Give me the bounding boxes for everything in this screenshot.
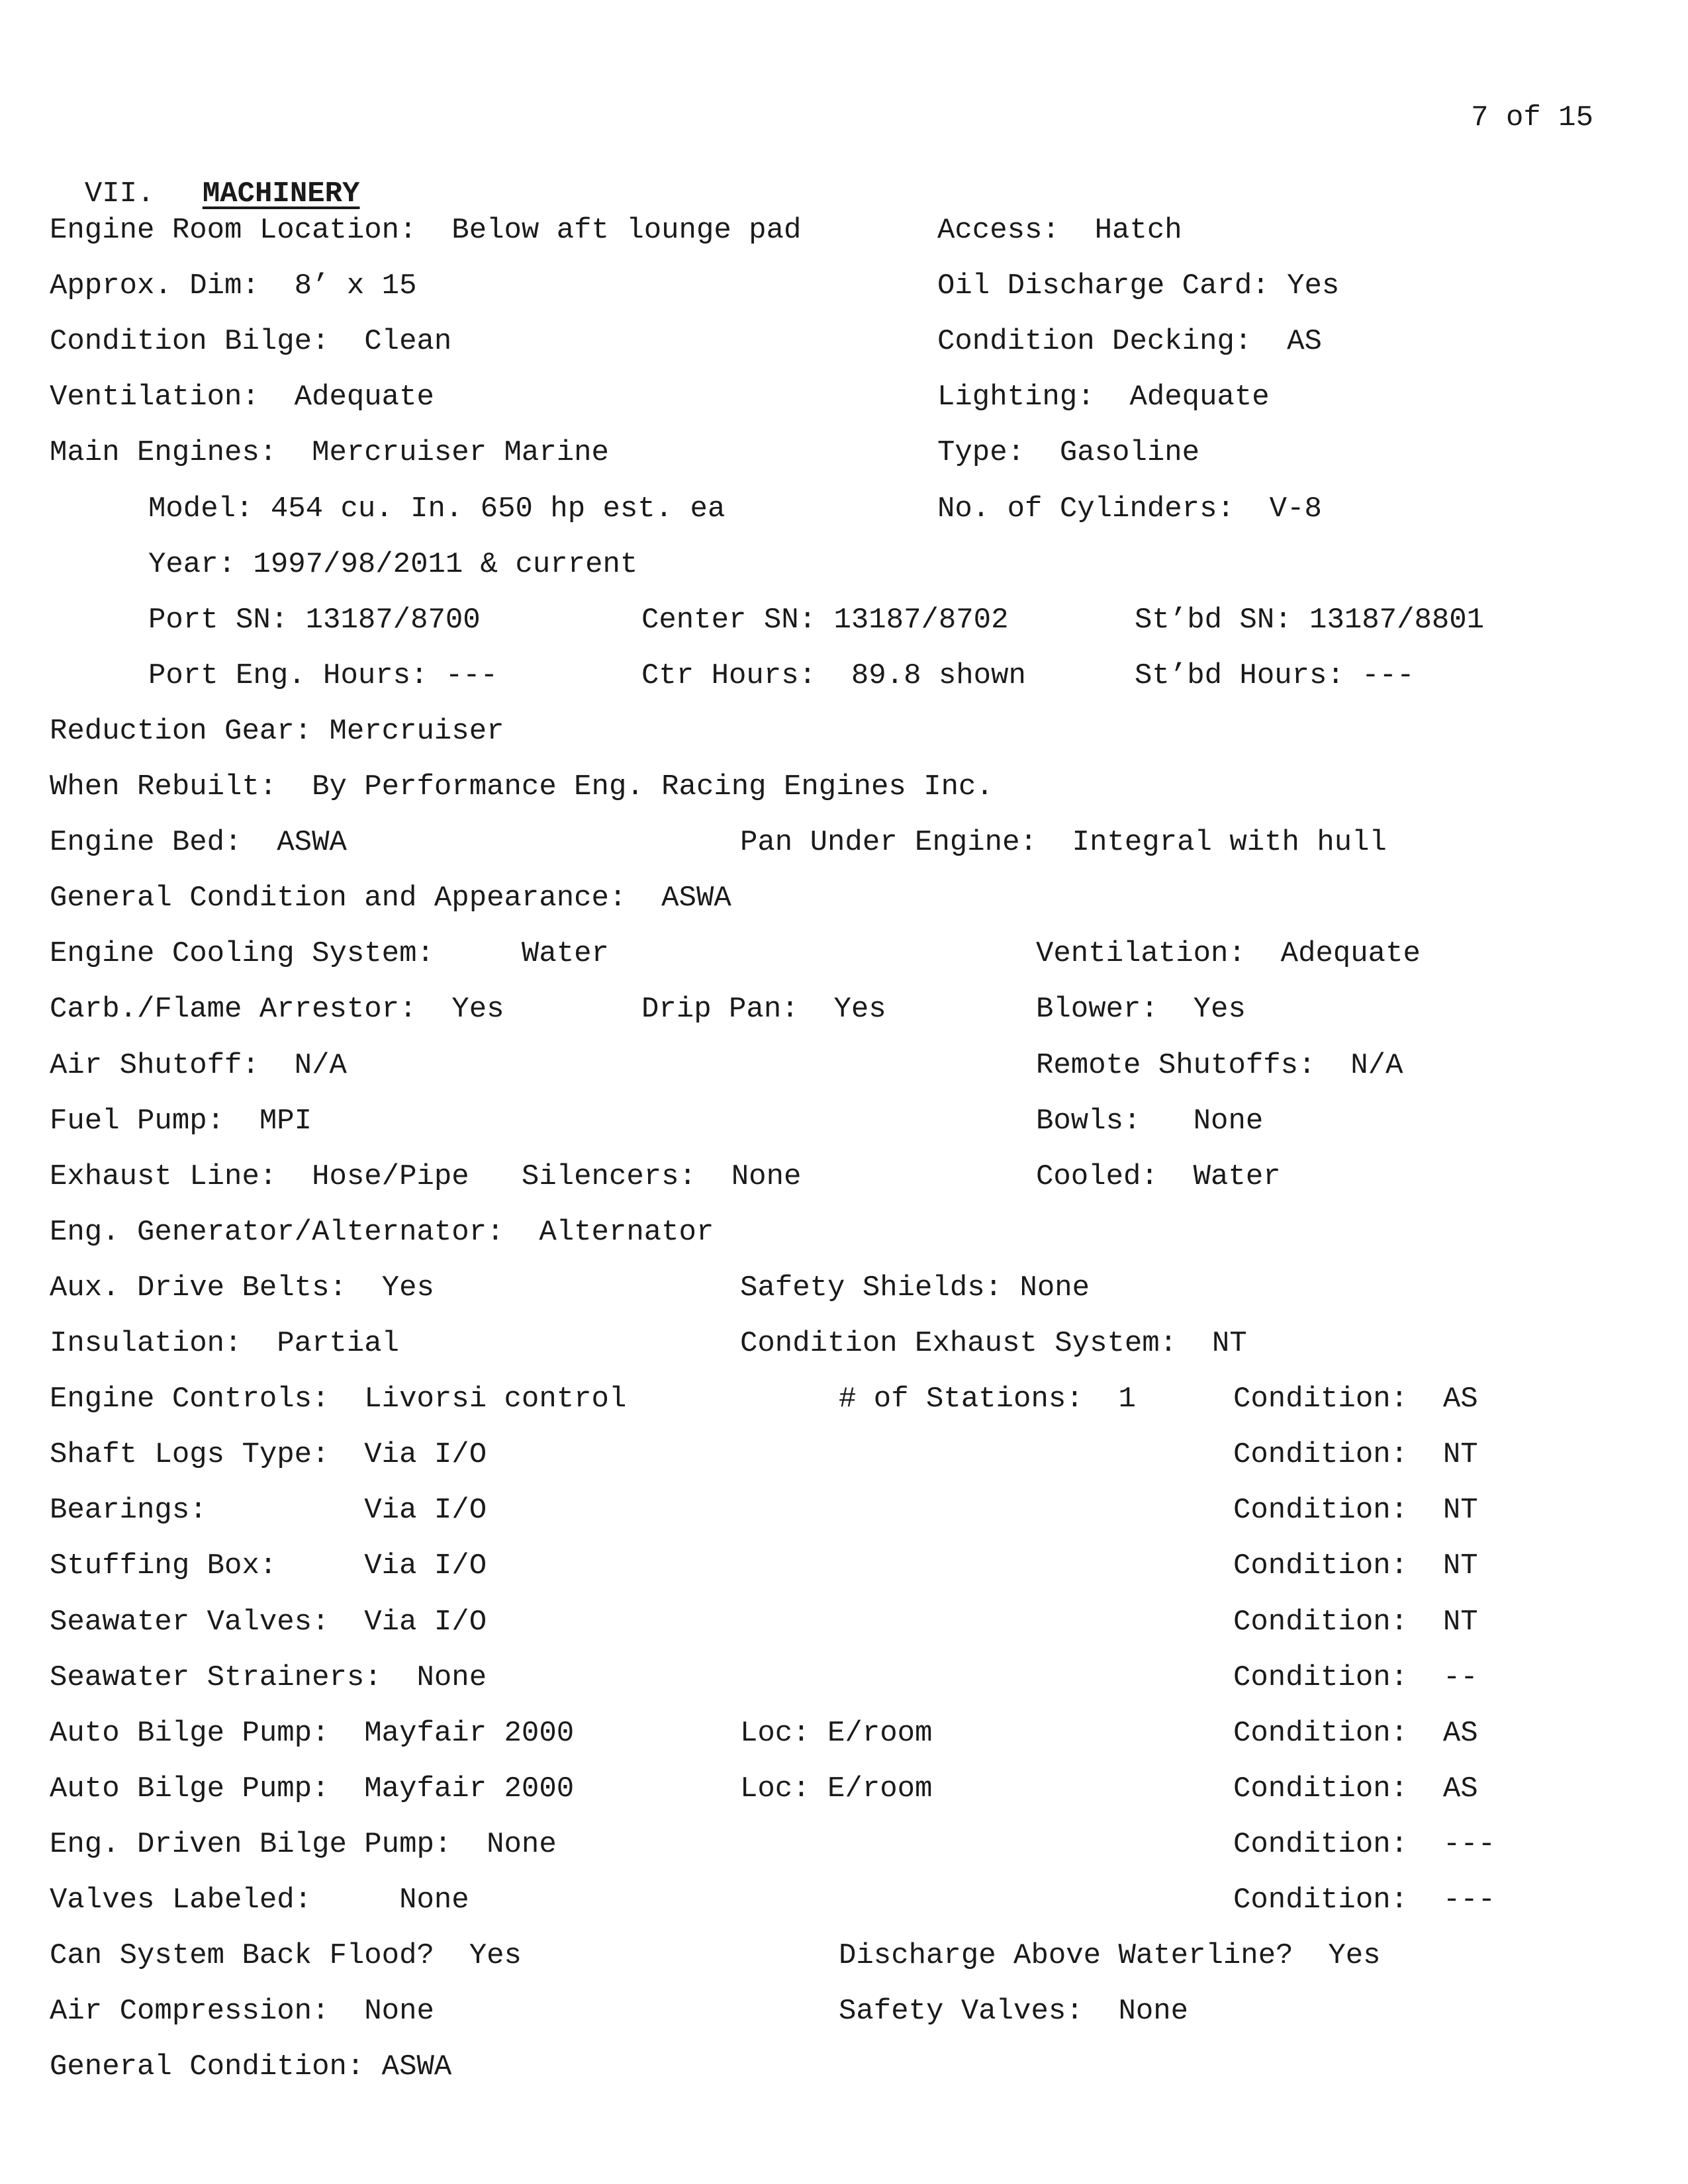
section-title: MACHINERY	[202, 177, 360, 210]
field-text: Valves Labeled: None	[50, 1884, 469, 1917]
field-text: Condition: AS	[1233, 1716, 1478, 1750]
field-text: Condition: ---	[1233, 1827, 1496, 1861]
field-row	[0, 1268, 1688, 1308]
field-row	[0, 1101, 1688, 1141]
field-row	[0, 489, 1688, 529]
field-row	[0, 1713, 1688, 1753]
field-row	[0, 711, 1688, 751]
field-row	[0, 545, 1688, 584]
field-row	[0, 767, 1688, 807]
field-text: Insulation: Partial	[50, 1327, 400, 1360]
field-text: Engine Cooling System: Water	[50, 937, 609, 971]
field-row	[0, 377, 1688, 417]
field-text: Loc: E/room	[740, 1716, 933, 1750]
field-text: When Rebuilt: By Performance Eng. Racing Engines Inc.	[50, 770, 994, 803]
field-text: Loc: E/room	[740, 1772, 933, 1805]
field-text: Shaft Logs Type: Via I/O	[50, 1438, 487, 1472]
field-text: Condition: NT	[1233, 1494, 1478, 1527]
field-text: Seawater Valves: Via I/O	[50, 1605, 487, 1639]
field-text: Cooled: Water	[1036, 1160, 1281, 1193]
field-row	[0, 1435, 1688, 1475]
field-text: Remote Shutoffs: N/A	[1036, 1048, 1403, 1082]
section-number: VII.	[84, 177, 155, 210]
field-row	[0, 1936, 1688, 1976]
field-text: Eng. Driven Bilge Pump: None	[50, 1827, 557, 1861]
field-text: Air Compression: None	[50, 1995, 434, 2028]
field-text: Ctr Hours: 89.8 shown	[641, 659, 1026, 692]
field-row	[0, 1212, 1688, 1252]
field-text: Lighting: Adequate	[937, 381, 1270, 414]
field-text: General Condition and Appearance: ASWA	[50, 882, 731, 915]
field-text: Condition: NT	[1233, 1438, 1478, 1472]
field-text: Condition: NT	[1233, 1549, 1478, 1583]
field-text: Condition: --	[1233, 1661, 1478, 1694]
field-text: Engine Room Location: Below aft lounge pad	[50, 214, 802, 247]
field-row	[0, 1602, 1688, 1642]
field-text: Year: 1997/98/2011 & current	[148, 547, 638, 581]
field-text: Condition: AS	[1233, 1383, 1478, 1416]
section-heading	[50, 134, 359, 214]
field-text: Port SN: 13187/8700	[148, 603, 481, 637]
field-text: Safety Shields: None	[740, 1271, 1090, 1304]
field-row	[0, 1379, 1688, 1419]
field-row	[0, 1991, 1688, 2031]
page-number: 7 of 15	[1471, 101, 1593, 134]
field-text: Bowls: None	[1036, 1104, 1264, 1138]
field-text: Seawater Strainers: None	[50, 1661, 487, 1694]
field-text: St’bd Hours: ---	[1135, 659, 1415, 692]
field-row	[0, 878, 1688, 918]
field-text: Ventilation: Adequate	[50, 381, 434, 414]
field-text: Port Eng. Hours: ---	[148, 659, 498, 692]
field-text: Bearings: Via I/O	[50, 1494, 487, 1527]
field-text: Safety Valves: None	[839, 1995, 1189, 2028]
field-text: Blower: Yes	[1036, 993, 1246, 1026]
field-row	[0, 1046, 1688, 1085]
field-row	[0, 656, 1688, 696]
field-text: Condition Exhaust System: NT	[740, 1327, 1247, 1360]
field-text: Can System Back Flood? Yes	[50, 1939, 522, 1973]
field-text: Ventilation: Adequate	[1036, 937, 1421, 971]
field-row	[0, 2047, 1688, 2087]
field-text: Fuel Pump: MPI	[50, 1104, 312, 1138]
field-row	[0, 989, 1688, 1029]
field-text: Main Engines: Mercruiser Marine	[50, 436, 609, 470]
field-row	[0, 823, 1688, 862]
field-text: Access: Hatch	[937, 214, 1182, 247]
field-text: Condition: ---	[1233, 1884, 1496, 1917]
field-row	[0, 433, 1688, 473]
field-text: Pan Under Engine: Integral with hull	[740, 826, 1387, 860]
field-text: General Condition: ASWA	[50, 2050, 452, 2084]
field-text: Condition Decking: AS	[937, 325, 1322, 359]
field-text: Air Shutoff: N/A	[50, 1048, 347, 1082]
field-text: Center SN: 13187/8702	[641, 603, 1009, 637]
field-text: No. of Cylinders: V-8	[937, 492, 1322, 525]
field-text: Engine Controls: Livorsi control	[50, 1383, 627, 1416]
field-text: Auto Bilge Pump: Mayfair 2000	[50, 1772, 575, 1805]
field-row	[0, 1157, 1688, 1197]
field-row	[0, 1546, 1688, 1586]
field-row	[0, 1658, 1688, 1698]
field-text: Carb./Flame Arrestor: Yes	[50, 993, 504, 1026]
field-text: Reduction Gear: Mercruiser	[50, 714, 504, 748]
field-row	[0, 1769, 1688, 1809]
field-text: Condition: AS	[1233, 1772, 1478, 1805]
field-text: Discharge Above Waterline? Yes	[839, 1939, 1381, 1973]
field-text: Model: 454 cu. In. 650 hp est. ea	[148, 492, 726, 525]
field-text: Condition Bilge: Clean	[50, 325, 452, 359]
field-row	[0, 1324, 1688, 1363]
field-row	[0, 1880, 1688, 1920]
field-row	[0, 266, 1688, 306]
field-row	[0, 210, 1688, 250]
field-row	[0, 322, 1688, 361]
field-text: Aux. Drive Belts: Yes	[50, 1271, 434, 1304]
field-row	[0, 600, 1688, 640]
field-row	[0, 934, 1688, 974]
field-text: Oil Discharge Card: Yes	[937, 269, 1340, 303]
field-row	[0, 1490, 1688, 1530]
field-text: St’bd SN: 13187/8801	[1135, 603, 1485, 637]
field-text: Engine Bed: ASWA	[50, 826, 347, 860]
field-text: Drip Pan: Yes	[641, 993, 886, 1026]
field-row	[0, 1825, 1688, 1864]
field-text: Type: Gasoline	[937, 436, 1200, 470]
field-text: Exhaust Line: Hose/Pipe Silencers: None	[50, 1160, 802, 1193]
field-text: # of Stations: 1	[839, 1383, 1136, 1416]
field-text: Eng. Generator/Alternator: Alternator	[50, 1215, 714, 1249]
field-text: Stuffing Box: Via I/O	[50, 1549, 487, 1583]
field-text: Approx. Dim: 8’ x 15	[50, 269, 417, 303]
field-text: Condition: NT	[1233, 1605, 1478, 1639]
field-text: Auto Bilge Pump: Mayfair 2000	[50, 1716, 575, 1750]
